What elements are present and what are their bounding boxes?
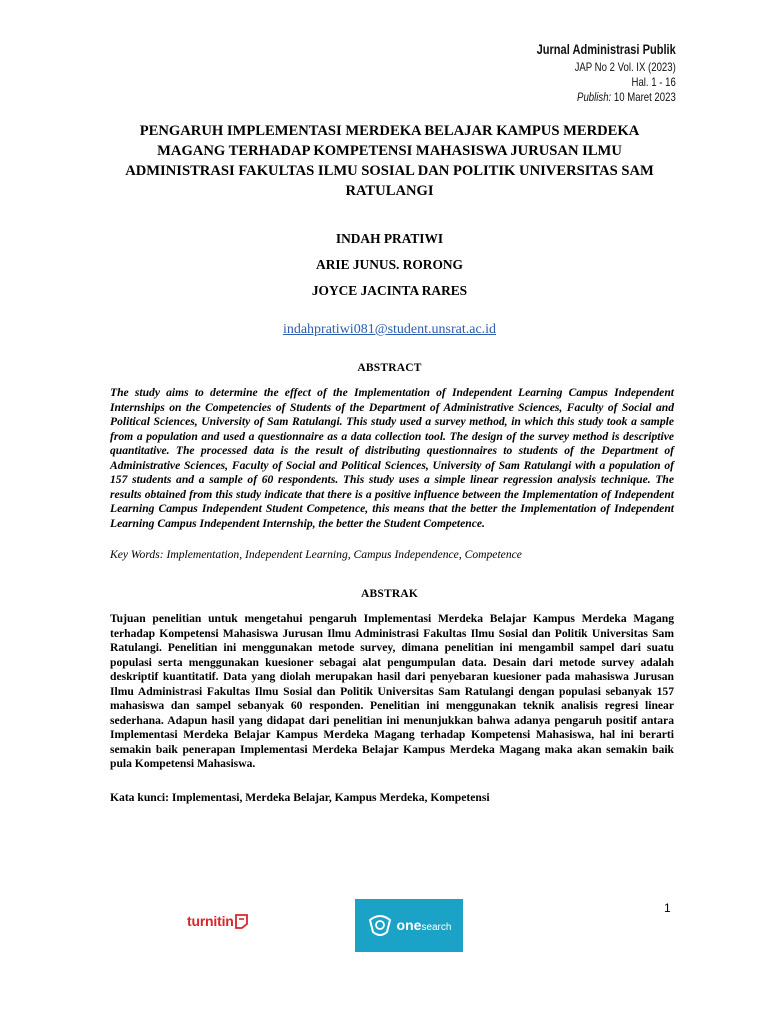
journal-volume: JAP No 2 Vol. IX (2023) (574, 60, 676, 74)
abstract-body: The study aims to determine the effect of the Implementation of Independent Learning Campus Independent Internships on the Competencies of Students of the Department of Administrative Sciences, Faculty of Social and Political Sciences, University of Sam Ratulangi. This study used a survey method, in which this study took a sample from a population and used a questionnaire as a data collection tool. The design of the survey method is descriptive quantitative. The processed data is the result of distributing questionnaires to students of the Department of Administrative Sciences, Faculty of Social and Political Sciences, University of Sam Ratulangi with a population of 157 students and a sample of 60 respondents. This study uses a simple linear regression analysis technique. The results obtained from this study indicate that there is a positive influence between the Implementation of Independent Learning Campus Independent Student Competence, this means that the better the Implementation of Independent Learning Campus Independent Internship, the better the Student Competence. (110, 386, 674, 530)
keywords-en: Key Words: Implementation, Independent Learning, Campus Independence, Competence (110, 548, 522, 561)
journal-header (506, 40, 676, 105)
author-name: JOYCE JACINTA RARES (311, 283, 468, 298)
turnitin-logo (187, 912, 250, 930)
journal-pages: Hal. 1 - 16 (631, 75, 676, 89)
journal-name: Jurnal Administrasi Publik (536, 42, 676, 57)
paper-title: PENGARUH IMPLEMENTASI MERDEKA BELAJAR KAMPUS MERDEKA MAGANG TERHADAP KOMPETENSI MAHASISWA JURUSAN ILMU ADMINISTRASI FAKULTAS ILMU SOSIAL DAN POLITIK UNIVERSITAS SAM RATULANGI (125, 123, 654, 199)
abstrak-body: Tujuan penelitian untuk mengetahui pengaruh Implementasi Merdeka Belajar Kampus Merdeka Magang terhadap Kompetensi Mahasiswa Jurusan Ilmu Administrasi Fakultas Ilmu Sosial dan Politik Universitas Sam Ratulangi. Penelitian ini menggunakan metode survey, dimana penelitian ini mengambil sampel dari suatu populasi serta menggunakan kuesioner sebagai alat pengumpulan data. Desain dari metode survey adalah deskriptif kuantitatif. Data yang diolah merupakan hasil dari penyebaran kuesioner pada mahasiswa Jurusan Ilmu Administrasi Fakultas Ilmu Sosial dan Politik Universitas Sam Ratulangi dengan populasi sebanyak 157 mahasiswa dan sampel sebanyak 60 responden. Penelitian ini menggunakan teknik analisis regresi linear sederhana. Adapun hasil yang didapat dari penelitian ini menunjukkan bahwa adanya pengaruh positif antara Implementasi Merdeka Belajar Kampus Merdeka Magang terhadap Kompetensi Mahasiswa, hal ini berarti semakin baik penerapan Implementasi Merdeka Belajar Kampus Merdeka Magang maka akan semakin baik pula Kompetensi Mahasiswa. (110, 612, 674, 771)
turnitin-mark-icon (234, 912, 250, 930)
author-name: INDAH PRATIWI (335, 231, 444, 246)
page-number: 1 (664, 901, 671, 915)
author-list (108, 226, 671, 304)
onesearch-mark-icon (367, 914, 393, 938)
onesearch-logo (355, 899, 463, 952)
publish-info (540, 90, 676, 105)
publish-label: Publish: (577, 90, 612, 104)
author-email-link[interactable]: indahpratiwi081@student.unsrat.ac.id (282, 322, 497, 337)
publish-date: 10 Maret 2023 (614, 90, 676, 104)
onesearch-wordmark: onesearch (396, 917, 452, 933)
author-name: ARIE JUNUS. RORONG (316, 257, 463, 272)
abstract-heading: ABSTRACT (357, 362, 422, 374)
turnitin-text: turnitin (187, 913, 234, 929)
keywords-id: Kata kunci: Implementasi, Merdeka Belajar, Kampus Merdeka, Kompetensi (110, 791, 490, 804)
abstrak-heading: ABSTRAK (361, 588, 418, 600)
